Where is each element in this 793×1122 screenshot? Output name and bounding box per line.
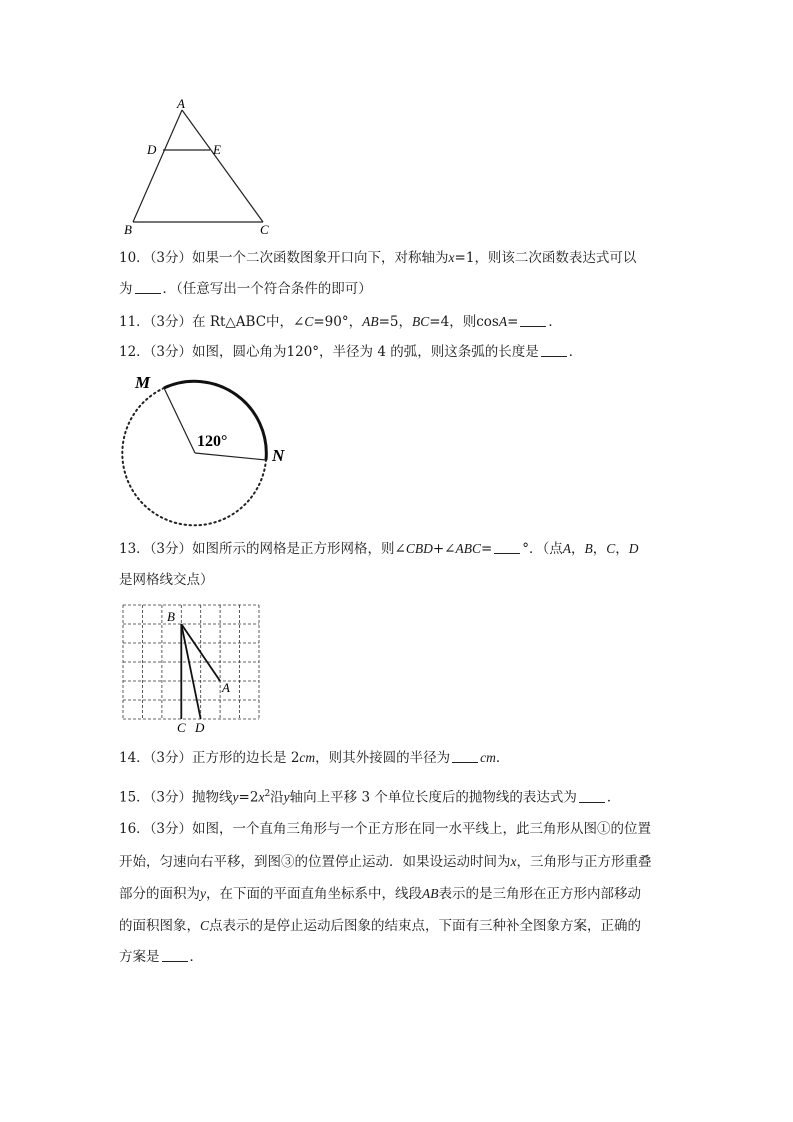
math-var: A bbox=[562, 541, 572, 556]
question-score: （3分） bbox=[149, 344, 193, 360]
question-number: 12． bbox=[119, 344, 150, 360]
question-text: ，三角形与正方形重叠 bbox=[516, 854, 652, 870]
math-var: C bbox=[606, 541, 616, 556]
math-text: = bbox=[507, 314, 519, 330]
label-n: N bbox=[272, 446, 285, 465]
answer-blank[interactable] bbox=[520, 314, 546, 327]
grid-figure bbox=[118, 600, 268, 738]
label-c: C bbox=[177, 720, 186, 735]
math-text: =4 bbox=[429, 314, 450, 330]
math-var: C bbox=[200, 918, 210, 933]
math-var: AB bbox=[422, 886, 439, 901]
question-text: ，则其外接圆的半径为 bbox=[315, 750, 451, 766]
math-text: +∠ bbox=[432, 541, 456, 557]
question-14 bbox=[119, 749, 509, 767]
question-13-line1 bbox=[119, 540, 639, 558]
question-11 bbox=[119, 313, 562, 331]
question-score: （3分） bbox=[149, 541, 193, 557]
math-var: D bbox=[628, 541, 639, 556]
question-text: ． bbox=[568, 344, 583, 360]
answer-blank[interactable] bbox=[452, 750, 478, 763]
dotted-arc bbox=[122, 388, 266, 525]
answer-blank[interactable] bbox=[162, 949, 188, 962]
math-var: x bbox=[510, 854, 517, 869]
question-text: 点表示的是停止运动后图象的结束点，下面有三种补全图象方案，正确的 bbox=[209, 918, 642, 934]
question-number: 13． bbox=[119, 541, 150, 557]
label-d: D bbox=[147, 142, 157, 157]
math-var: x bbox=[258, 789, 265, 805]
math-text: = bbox=[480, 541, 493, 557]
question-text: 如图所示的网格是正方形网格，则∠ bbox=[192, 541, 406, 557]
question-text: 正方形的边长是 2 bbox=[192, 750, 300, 766]
radius-om bbox=[164, 388, 195, 453]
triangle-figure bbox=[120, 95, 280, 240]
question-16-line5 bbox=[119, 949, 203, 966]
math-text: =90° bbox=[313, 314, 349, 330]
grid-lines bbox=[123, 605, 259, 719]
question-text: ．（任意写出一个符合条件的即可） bbox=[162, 281, 372, 297]
question-number: 16． bbox=[119, 821, 150, 837]
label-e: E bbox=[213, 142, 221, 157]
math-var: C bbox=[304, 314, 314, 329]
question-text: 如图，圆心角为120°，半径为 4 的弧，则这条弧的长度是 bbox=[192, 344, 539, 360]
question-text: ，则cos bbox=[449, 314, 499, 330]
math-exponent: 2 bbox=[264, 789, 271, 799]
question-score: （3分） bbox=[149, 821, 193, 837]
label-m: M bbox=[135, 373, 151, 392]
question-10-line1 bbox=[119, 249, 636, 267]
math-unit: cm bbox=[299, 750, 316, 765]
question-text: 如果一个二次函数图象开口向下，对称轴为 bbox=[192, 250, 449, 266]
radius-on bbox=[195, 453, 266, 460]
question-text: ． bbox=[189, 949, 203, 965]
label-c: C bbox=[260, 222, 269, 237]
question-12 bbox=[119, 344, 582, 361]
question-text: 开始，匀速向右平移，到图③的位置停止运动．如果设运动时间为 bbox=[119, 854, 511, 870]
question-15 bbox=[119, 786, 620, 807]
question-text: 表示的是三角形在正方形内部移动 bbox=[438, 886, 641, 902]
question-text: 抛物线 bbox=[192, 789, 233, 806]
math-var: BC bbox=[412, 314, 430, 329]
question-score: （3分） bbox=[149, 250, 193, 266]
question-text: 是网格线交点） bbox=[119, 572, 214, 588]
question-score: （3分） bbox=[149, 750, 193, 766]
math-var: AB bbox=[362, 314, 379, 329]
question-text: 方案是 bbox=[119, 949, 160, 965]
math-var: y bbox=[232, 789, 239, 805]
separator: ， bbox=[398, 314, 413, 330]
question-16-line3 bbox=[119, 885, 641, 903]
question-number: 11． bbox=[119, 314, 150, 330]
question-16-line1 bbox=[119, 821, 651, 838]
separator: ， bbox=[615, 541, 629, 557]
question-text: ． bbox=[606, 789, 621, 806]
question-text: ，则该二次函数表达式可以 bbox=[474, 250, 637, 266]
answer-blank[interactable] bbox=[494, 541, 520, 554]
math-var: ABC bbox=[455, 541, 481, 556]
math-var: B bbox=[584, 541, 593, 556]
answer-blank[interactable] bbox=[135, 281, 161, 294]
question-number: 10． bbox=[119, 250, 150, 266]
question-13-line2 bbox=[119, 572, 214, 589]
question-text: 为 bbox=[119, 281, 133, 297]
math-var: A bbox=[498, 314, 508, 329]
question-text: °．（点 bbox=[522, 541, 563, 557]
question-text: 部分的面积为 bbox=[119, 886, 200, 902]
question-score: （3分） bbox=[149, 789, 193, 806]
answer-blank[interactable] bbox=[541, 344, 567, 357]
separator: ， bbox=[571, 541, 585, 557]
triangle-lines bbox=[133, 110, 263, 222]
math-var: y bbox=[200, 886, 206, 901]
question-16-line4 bbox=[119, 917, 641, 935]
label-d: D bbox=[195, 720, 205, 735]
question-16-line2 bbox=[119, 853, 652, 871]
math-var: CBD bbox=[405, 541, 433, 556]
question-number: 14． bbox=[119, 750, 150, 766]
question-text: ． bbox=[548, 314, 562, 330]
question-score: （3分） bbox=[149, 314, 193, 330]
question-text: ，在下面的平面直角坐标系中，线段 bbox=[206, 886, 422, 902]
math-unit: cm bbox=[480, 750, 496, 765]
question-number: 15． bbox=[119, 789, 150, 806]
math-text: =1 bbox=[454, 250, 475, 266]
question-text: 在 Rt△ABC中，∠ bbox=[192, 314, 305, 330]
label-a: A bbox=[177, 96, 185, 111]
question-text: 如图，一个直角三角形与一个正方形在同一水平线上，此三角形从图①的位置 bbox=[192, 821, 652, 837]
question-text: ． bbox=[495, 750, 510, 766]
math-text: =5 bbox=[378, 314, 399, 330]
question-10-line2 bbox=[119, 281, 372, 298]
label-a: A bbox=[222, 680, 230, 695]
angle-label: 120° bbox=[197, 433, 228, 450]
question-text: 轴向上平移 3 个单位长度后的抛物线的表达式为 bbox=[289, 789, 577, 806]
answer-blank[interactable] bbox=[579, 790, 605, 803]
math-text: =2 bbox=[238, 789, 259, 806]
math-var: y bbox=[283, 789, 290, 805]
math-var: x bbox=[448, 250, 455, 265]
separator: ， bbox=[592, 541, 607, 557]
arc-figure bbox=[118, 368, 298, 533]
label-b: B bbox=[124, 222, 132, 237]
separator: ， bbox=[348, 314, 363, 330]
question-text: 沿 bbox=[270, 789, 284, 806]
label-b: B bbox=[167, 609, 175, 624]
question-text: 的面积图象， bbox=[119, 918, 200, 934]
